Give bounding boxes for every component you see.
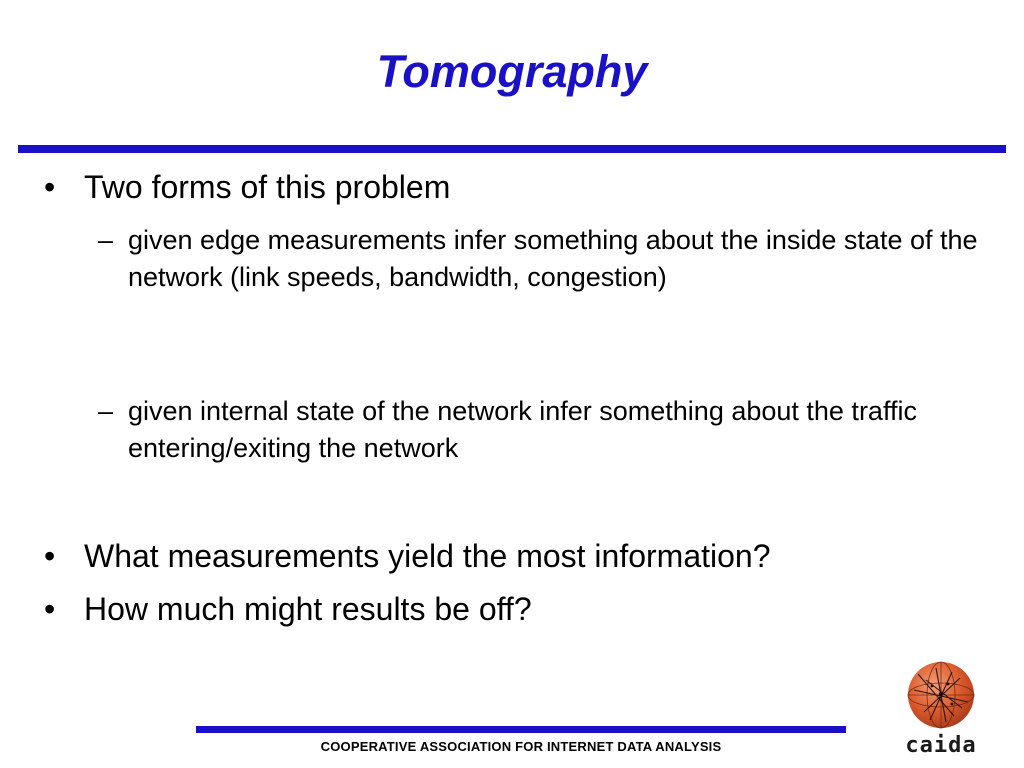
bullet-marker: • [44, 169, 56, 205]
sub-bullet-item [98, 222, 998, 333]
title-divider [18, 145, 1006, 153]
bullet-text: How much might results be off? [84, 591, 532, 627]
bullet-marker: • [44, 538, 56, 574]
footer-divider [196, 726, 846, 733]
bullet-item [44, 538, 1004, 575]
sub-bullet-item [98, 393, 998, 467]
bullet-marker: • [44, 591, 56, 627]
logo-wordmark: caida [905, 733, 977, 758]
caida-logo [896, 660, 986, 760]
sub-bullet-marker: – [98, 396, 114, 426]
bullet-item [44, 591, 1004, 628]
bullet-text: Two forms of this problem [84, 169, 451, 205]
footer-text: COOPERATIVE ASSOCIATION FOR INTERNET DATA ANALYSIS [320, 739, 722, 754]
sub-bullet-text: given internal state of the network infer something about the traffic entering/exiting the network [128, 396, 917, 463]
bullet-text: What measurements yield the most information? [84, 538, 771, 574]
bullet-item [44, 169, 1004, 206]
sub-bullet-text: given edge measurements infer something about the inside state of the network (link speeds, bandwidth, congestion) [128, 225, 978, 292]
sub-bullet-marker: – [98, 225, 114, 255]
slide-title: Tomography [376, 46, 648, 97]
